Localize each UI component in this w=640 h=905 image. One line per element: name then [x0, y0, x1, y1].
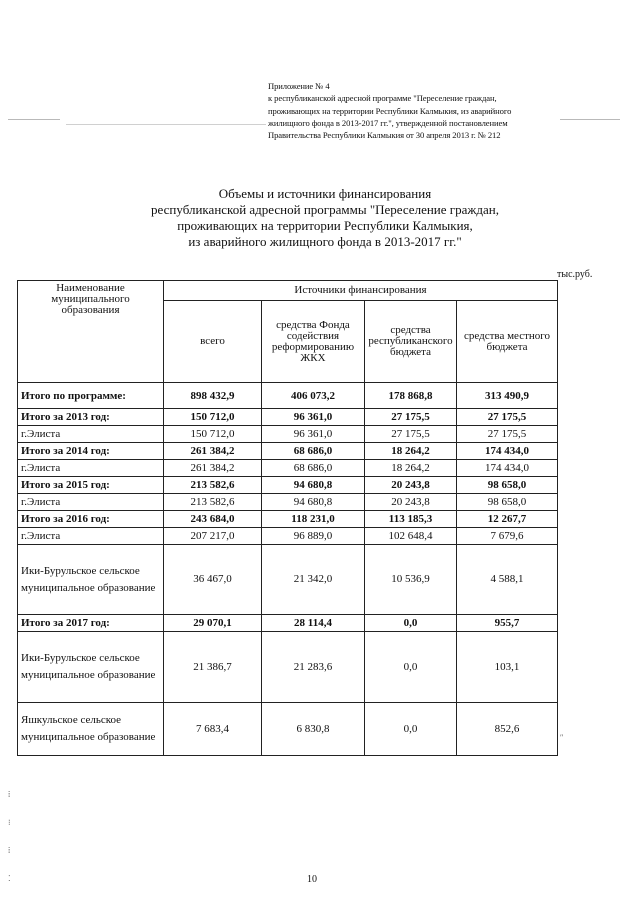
table-row: [18, 703, 558, 756]
cell-republic: 178 868,8: [365, 383, 457, 409]
cell-total: 207 217,0: [164, 528, 262, 545]
table-row: [18, 460, 558, 477]
row-name: Итого за 2015 год:: [18, 477, 164, 494]
cell-fund: 21 283,6: [262, 632, 365, 703]
document-title: [40, 186, 610, 250]
cell-total: 36 467,0: [164, 545, 262, 615]
cell-local: 174 434,0: [457, 443, 558, 460]
row-name: Ики-Бурульское сельское муниципальное образование: [18, 632, 164, 703]
scan-artifact-line: [8, 119, 60, 120]
row-name: Яшкульское сельское муниципальное образование: [18, 703, 164, 756]
table-row: [18, 426, 558, 443]
table-row: [18, 528, 558, 545]
cell-local: 103,1: [457, 632, 558, 703]
cell-total: 261 384,2: [164, 443, 262, 460]
cell-total: 898 432,9: [164, 383, 262, 409]
cell-local: 12 267,7: [457, 511, 558, 528]
row-name: Итого по программе:: [18, 383, 164, 409]
scan-artifact-mark: ⁞: [8, 790, 11, 799]
header-total: всего: [164, 301, 262, 383]
page-number: 10: [307, 874, 317, 885]
cell-local: 313 490,9: [457, 383, 558, 409]
table-row: [18, 494, 558, 511]
scan-artifact-line: [66, 124, 266, 125]
row-name: г.Элиста: [18, 426, 164, 443]
cell-local: 27 175,5: [457, 426, 558, 443]
scan-artifact-mark: ⁝: [8, 818, 11, 827]
table-row: [18, 511, 558, 528]
cell-republic: 18 264,2: [365, 460, 457, 477]
cell-republic: 18 264,2: [365, 443, 457, 460]
table-row: [18, 632, 558, 703]
scan-artifact-mark: ⁞: [8, 846, 11, 855]
scan-artifact-mark: ⁚: [8, 874, 11, 883]
cell-total: 243 684,0: [164, 511, 262, 528]
cell-republic: 27 175,5: [365, 409, 457, 426]
cell-republic: 0,0: [365, 632, 457, 703]
cell-local: 7 679,6: [457, 528, 558, 545]
appendix-line: Правительства Республики Калмыкия от 30 апреля 2013 г. № 212: [268, 130, 501, 141]
cell-local: 174 434,0: [457, 460, 558, 477]
cell-republic: 102 648,4: [365, 528, 457, 545]
cell-local: 27 175,5: [457, 409, 558, 426]
cell-republic: 10 536,9: [365, 545, 457, 615]
header-name: Наименование муниципального образования: [18, 281, 164, 383]
table-row: [18, 443, 558, 460]
cell-total: 29 070,1: [164, 615, 262, 632]
appendix-header: [268, 80, 568, 141]
title-line: проживающих на территории Республики Калмыкия,: [177, 218, 473, 233]
header-sources: Источники финансирования: [164, 281, 558, 301]
scan-artifact-line: [560, 119, 620, 120]
unit-label: тыс.руб.: [557, 269, 593, 280]
appendix-line: Приложение № 4: [268, 81, 330, 91]
row-name: Ики-Бурульское сельское муниципальное образование: [18, 545, 164, 615]
cell-fund: 68 686,0: [262, 443, 365, 460]
cell-total: 213 582,6: [164, 477, 262, 494]
financing-table: [17, 280, 558, 756]
cell-local: 852,6: [457, 703, 558, 756]
cell-total: 7 683,4: [164, 703, 262, 756]
cell-fund: 28 114,4: [262, 615, 365, 632]
appendix-line: жилищного фонда в 2013-2017 гг.", утвержденной постановлением: [268, 117, 508, 128]
header-fund: средства Фонда содействия реформированию ЖКХ: [262, 301, 365, 383]
cell-fund: 6 830,8: [262, 703, 365, 756]
table-row: [18, 477, 558, 494]
cell-fund: 96 361,0: [262, 426, 365, 443]
header-local: средства местного бюджета: [457, 301, 558, 383]
title-line: Объемы и источники финансирования: [218, 186, 432, 201]
cell-total: 150 712,0: [164, 426, 262, 443]
cell-fund: 94 680,8: [262, 494, 365, 511]
cell-local: 955,7: [457, 615, 558, 632]
title-line: республиканской адресной программы "Переселение граждан,: [151, 202, 499, 217]
header-republic: средства республиканского бюджета: [365, 301, 457, 383]
cell-fund: 118 231,0: [262, 511, 365, 528]
cell-republic: 27 175,5: [365, 426, 457, 443]
cell-fund: 96 889,0: [262, 528, 365, 545]
table-row: [18, 615, 558, 632]
cell-fund: 21 342,0: [262, 545, 365, 615]
cell-republic: 113 185,3: [365, 511, 457, 528]
cell-republic: 20 243,8: [365, 477, 457, 494]
cell-local: 98 658,0: [457, 494, 558, 511]
cell-fund: 406 073,2: [262, 383, 365, 409]
cell-fund: 94 680,8: [262, 477, 365, 494]
appendix-line: к республиканской адресной программе "Переселение граждан,: [268, 93, 497, 104]
row-name: г.Элиста: [18, 528, 164, 545]
cell-republic: 0,0: [365, 615, 457, 632]
table-row: [18, 383, 558, 409]
cell-local: 98 658,0: [457, 477, 558, 494]
scan-artifact-mark: ″: [560, 733, 564, 742]
cell-total: 213 582,6: [164, 494, 262, 511]
table-row: [18, 409, 558, 426]
row-name: г.Элиста: [18, 460, 164, 477]
cell-total: 21 386,7: [164, 632, 262, 703]
table-row: [18, 545, 558, 615]
cell-fund: 68 686,0: [262, 460, 365, 477]
row-name: Итого за 2017 год:: [18, 615, 164, 632]
row-name: Итого за 2016 год:: [18, 511, 164, 528]
row-name: г.Элиста: [18, 494, 164, 511]
cell-republic: 0,0: [365, 703, 457, 756]
title-line: из аварийного жилищного фонда в 2013-2017 гг.": [188, 234, 462, 249]
cell-local: 4 588,1: [457, 545, 558, 615]
appendix-line: проживающих на территории Республики Калмыкия, из аварийного: [268, 105, 512, 116]
row-name: Итого за 2014 год:: [18, 443, 164, 460]
row-name: Итого за 2013 год:: [18, 409, 164, 426]
cell-republic: 20 243,8: [365, 494, 457, 511]
cell-fund: 96 361,0: [262, 409, 365, 426]
cell-total: 150 712,0: [164, 409, 262, 426]
cell-total: 261 384,2: [164, 460, 262, 477]
